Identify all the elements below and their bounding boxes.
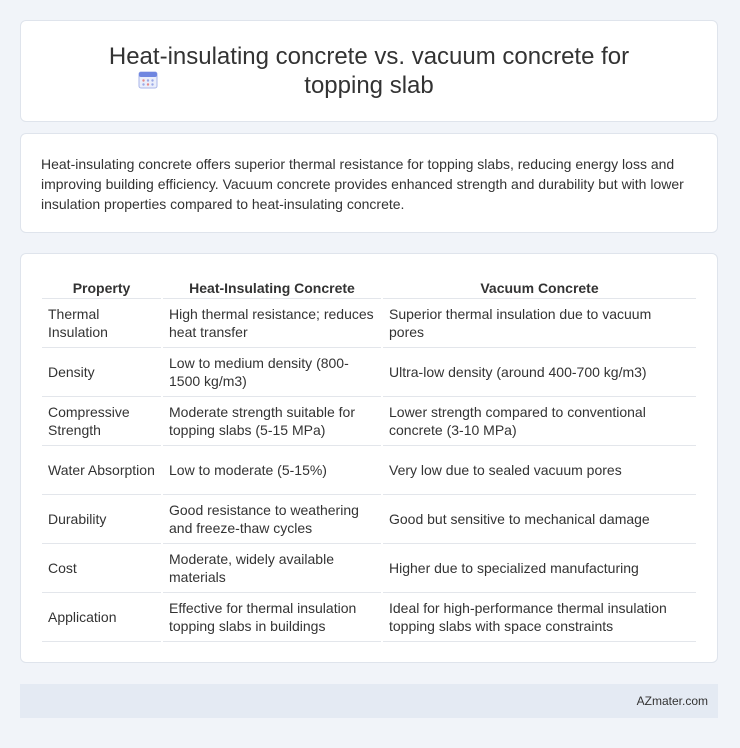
cell-property: Durability [42, 495, 161, 544]
table-row [42, 397, 696, 446]
table-row [42, 446, 696, 495]
cell-property: Compressive Strength [42, 397, 161, 446]
footer-brand: AZmater.com [636, 694, 708, 708]
table-card [20, 253, 718, 663]
column-header-vacuum: Vacuum Concrete [383, 274, 696, 299]
summary-text: Heat-insulating concrete offers superior thermal resistance for topping slabs, reducing energy loss and improving building efficiency. Vacuum concrete provides enhanced strength and durability but with lower insulation properties compared to heat-insulating concrete. [41, 156, 684, 212]
cell-vacuum: Higher due to specialized manufacturing [383, 544, 696, 593]
cell-property: Application [42, 593, 161, 642]
calendar-icon [137, 68, 159, 90]
cell-heat-insulating: Moderate strength suitable for topping slabs (5-15 MPa) [163, 397, 381, 446]
cell-heat-insulating: Low to moderate (5-15%) [163, 446, 381, 495]
cell-vacuum: Ideal for high-performance thermal insulation topping slabs with space constraints [383, 593, 696, 642]
table-header-row [42, 274, 696, 299]
table-row [42, 593, 696, 642]
cell-heat-insulating: Moderate, widely available materials [163, 544, 381, 593]
cell-vacuum: Very low due to sealed vacuum pores [383, 446, 696, 495]
cell-property: Water Absorption [42, 446, 161, 495]
cell-heat-insulating: Good resistance to weathering and freeze-thaw cycles [163, 495, 381, 544]
page-title: Heat-insulating concrete vs. vacuum concrete for topping slab [108, 43, 630, 99]
cell-heat-insulating: High thermal resistance; reduces heat transfer [163, 299, 381, 348]
table-row [42, 348, 696, 397]
cell-property: Cost [42, 544, 161, 593]
title-wrap [89, 42, 649, 100]
title-card [20, 20, 718, 122]
table-row [42, 544, 696, 593]
summary-card [20, 133, 718, 233]
table-row [42, 495, 696, 544]
cell-heat-insulating: Low to medium density (800-1500 kg/m3) [163, 348, 381, 397]
table-row [42, 299, 696, 348]
cell-vacuum: Superior thermal insulation due to vacuum pores [383, 299, 696, 348]
column-header-property: Property [42, 274, 161, 299]
footer [20, 684, 718, 718]
cell-vacuum: Lower strength compared to conventional concrete (3-10 MPa) [383, 397, 696, 446]
cell-vacuum: Ultra-low density (around 400-700 kg/m3) [383, 348, 696, 397]
cell-heat-insulating: Effective for thermal insulation topping slabs in buildings [163, 593, 381, 642]
cell-property: Density [42, 348, 161, 397]
comparison-table [40, 274, 698, 642]
column-header-heat-insulating: Heat-Insulating Concrete [163, 274, 381, 299]
cell-property: Thermal Insulation [42, 299, 161, 348]
cell-vacuum: Good but sensitive to mechanical damage [383, 495, 696, 544]
